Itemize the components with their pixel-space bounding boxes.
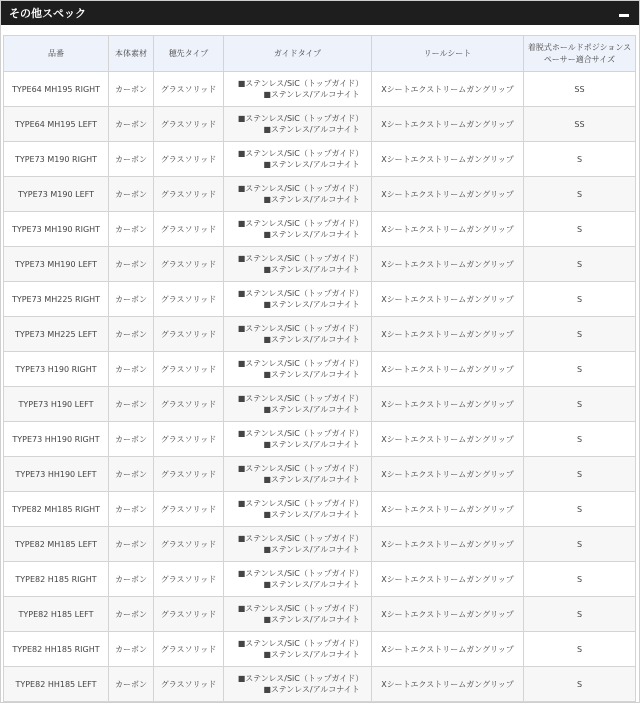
cell-material: カーボン bbox=[109, 107, 154, 142]
guide-line-1: ■ステンレス/SiC（トップガイド） bbox=[237, 674, 364, 683]
guide-line-2: ■ステンレス/アルコナイト bbox=[263, 580, 360, 589]
table-row bbox=[4, 107, 636, 142]
cell-reel-seat: Xシートエクストリームガングリップ bbox=[372, 457, 524, 492]
guide-line-1: ■ステンレス/SiC（トップガイド） bbox=[237, 639, 364, 648]
cell-model: TYPE82 H185 LEFT bbox=[4, 597, 109, 632]
cell-guide bbox=[224, 667, 372, 702]
cell-model: TYPE73 MH225 LEFT bbox=[4, 317, 109, 352]
guide-line-2: ■ステンレス/アルコナイト bbox=[263, 685, 360, 694]
cell-guide bbox=[224, 177, 372, 212]
cell-guide bbox=[224, 492, 372, 527]
cell-material: カーボン bbox=[109, 527, 154, 562]
guide-line-2: ■ステンレス/アルコナイト bbox=[263, 335, 360, 344]
cell-material: カーボン bbox=[109, 352, 154, 387]
cell-model: TYPE73 MH225 RIGHT bbox=[4, 282, 109, 317]
table-row bbox=[4, 317, 636, 352]
cell-spacer: S bbox=[524, 597, 636, 632]
cell-material: カーボン bbox=[109, 422, 154, 457]
cell-reel-seat: Xシートエクストリームガングリップ bbox=[372, 492, 524, 527]
cell-material: カーボン bbox=[109, 597, 154, 632]
cell-tip: グラスソリッド bbox=[154, 282, 224, 317]
cell-model: TYPE73 M190 RIGHT bbox=[4, 142, 109, 177]
guide-line-2: ■ステンレス/アルコナイト bbox=[263, 475, 360, 484]
cell-tip: グラスソリッド bbox=[154, 317, 224, 352]
cell-reel-seat: Xシートエクストリームガングリップ bbox=[372, 212, 524, 247]
table-row bbox=[4, 492, 636, 527]
guide-line-2: ■ステンレス/アルコナイト bbox=[263, 90, 360, 99]
cell-material: カーボン bbox=[109, 247, 154, 282]
cell-reel-seat: Xシートエクストリームガングリップ bbox=[372, 597, 524, 632]
cell-spacer: S bbox=[524, 352, 636, 387]
guide-line-1: ■ステンレス/SiC（トップガイド） bbox=[237, 464, 364, 473]
cell-model: TYPE82 H185 RIGHT bbox=[4, 562, 109, 597]
cell-material: カーボン bbox=[109, 177, 154, 212]
cell-model: TYPE73 MH190 LEFT bbox=[4, 247, 109, 282]
table-row bbox=[4, 177, 636, 212]
cell-guide bbox=[224, 457, 372, 492]
cell-guide bbox=[224, 422, 372, 457]
cell-model: TYPE73 M190 LEFT bbox=[4, 177, 109, 212]
cell-spacer: S bbox=[524, 177, 636, 212]
cell-tip: グラスソリッド bbox=[154, 597, 224, 632]
cell-material: カーボン bbox=[109, 562, 154, 597]
cell-model: TYPE73 H190 RIGHT bbox=[4, 352, 109, 387]
guide-line-1: ■ステンレス/SiC（トップガイド） bbox=[237, 254, 364, 263]
cell-guide bbox=[224, 562, 372, 597]
cell-spacer: S bbox=[524, 422, 636, 457]
guide-line-2: ■ステンレス/アルコナイト bbox=[263, 510, 360, 519]
cell-tip: グラスソリッド bbox=[154, 457, 224, 492]
table-row bbox=[4, 352, 636, 387]
cell-reel-seat: Xシートエクストリームガングリップ bbox=[372, 527, 524, 562]
section-title: その他スペック bbox=[9, 7, 86, 20]
table-row bbox=[4, 527, 636, 562]
guide-line-2: ■ステンレス/アルコナイト bbox=[263, 440, 360, 449]
cell-guide bbox=[224, 282, 372, 317]
header-guide: ガイドタイプ bbox=[224, 36, 372, 72]
cell-tip: グラスソリッド bbox=[154, 562, 224, 597]
cell-reel-seat: Xシートエクストリームガングリップ bbox=[372, 667, 524, 702]
header-tip: 穂先タイプ bbox=[154, 36, 224, 72]
cell-reel-seat: Xシートエクストリームガングリップ bbox=[372, 72, 524, 107]
cell-tip: グラスソリッド bbox=[154, 492, 224, 527]
cell-reel-seat: Xシートエクストリームガングリップ bbox=[372, 422, 524, 457]
cell-model: TYPE73 MH190 RIGHT bbox=[4, 212, 109, 247]
cell-model: TYPE82 MH185 LEFT bbox=[4, 527, 109, 562]
cell-spacer: SS bbox=[524, 72, 636, 107]
cell-spacer: S bbox=[524, 247, 636, 282]
cell-guide bbox=[224, 107, 372, 142]
cell-model: TYPE73 H190 LEFT bbox=[4, 387, 109, 422]
cell-material: カーボン bbox=[109, 667, 154, 702]
table-row bbox=[4, 562, 636, 597]
guide-line-1: ■ステンレス/SiC（トップガイド） bbox=[237, 219, 364, 228]
cell-tip: グラスソリッド bbox=[154, 632, 224, 667]
guide-line-1: ■ステンレス/SiC（トップガイド） bbox=[237, 149, 364, 158]
cell-spacer: S bbox=[524, 317, 636, 352]
cell-reel-seat: Xシートエクストリームガングリップ bbox=[372, 387, 524, 422]
cell-model: TYPE73 HH190 RIGHT bbox=[4, 422, 109, 457]
table-row bbox=[4, 667, 636, 702]
cell-material: カーボン bbox=[109, 457, 154, 492]
cell-model: TYPE82 HH185 RIGHT bbox=[4, 632, 109, 667]
table-row bbox=[4, 212, 636, 247]
cell-spacer: S bbox=[524, 562, 636, 597]
cell-tip: グラスソリッド bbox=[154, 247, 224, 282]
guide-line-1: ■ステンレス/SiC（トップガイド） bbox=[237, 289, 364, 298]
cell-spacer: SS bbox=[524, 107, 636, 142]
header-spacer: 着脱式ホールドポジションスペーサー適合サイズ bbox=[524, 36, 636, 72]
cell-spacer: S bbox=[524, 142, 636, 177]
cell-material: カーボン bbox=[109, 142, 154, 177]
spec-table bbox=[3, 35, 636, 702]
cell-model: TYPE64 MH195 RIGHT bbox=[4, 72, 109, 107]
guide-line-2: ■ステンレス/アルコナイト bbox=[263, 370, 360, 379]
table-row bbox=[4, 457, 636, 492]
cell-guide bbox=[224, 387, 372, 422]
cell-guide bbox=[224, 212, 372, 247]
guide-line-2: ■ステンレス/アルコナイト bbox=[263, 230, 360, 239]
guide-line-2: ■ステンレス/アルコナイト bbox=[263, 160, 360, 169]
cell-spacer: S bbox=[524, 282, 636, 317]
guide-line-2: ■ステンレス/アルコナイト bbox=[263, 300, 360, 309]
table-header-row bbox=[4, 36, 636, 72]
cell-tip: グラスソリッド bbox=[154, 107, 224, 142]
table-row bbox=[4, 247, 636, 282]
cell-tip: グラスソリッド bbox=[154, 142, 224, 177]
cell-material: カーボン bbox=[109, 72, 154, 107]
guide-line-1: ■ステンレス/SiC（トップガイド） bbox=[237, 359, 364, 368]
cell-spacer: S bbox=[524, 457, 636, 492]
cell-material: カーボン bbox=[109, 387, 154, 422]
section-header[interactable] bbox=[1, 1, 639, 25]
cell-reel-seat: Xシートエクストリームガングリップ bbox=[372, 352, 524, 387]
cell-guide bbox=[224, 352, 372, 387]
cell-reel-seat: Xシートエクストリームガングリップ bbox=[372, 317, 524, 352]
guide-line-1: ■ステンレス/SiC（トップガイド） bbox=[237, 534, 364, 543]
guide-line-1: ■ステンレス/SiC（トップガイド） bbox=[237, 604, 364, 613]
header-model: 品番 bbox=[4, 36, 109, 72]
cell-model: TYPE82 MH185 RIGHT bbox=[4, 492, 109, 527]
guide-line-1: ■ステンレス/SiC（トップガイド） bbox=[237, 429, 364, 438]
cell-reel-seat: Xシートエクストリームガングリップ bbox=[372, 562, 524, 597]
table-row bbox=[4, 387, 636, 422]
cell-guide bbox=[224, 72, 372, 107]
table-row bbox=[4, 632, 636, 667]
guide-line-1: ■ステンレス/SiC（トップガイド） bbox=[237, 114, 364, 123]
guide-line-2: ■ステンレス/アルコナイト bbox=[263, 265, 360, 274]
cell-tip: グラスソリッド bbox=[154, 177, 224, 212]
guide-line-2: ■ステンレス/アルコナイト bbox=[263, 195, 360, 204]
cell-material: カーボン bbox=[109, 317, 154, 352]
cell-reel-seat: Xシートエクストリームガングリップ bbox=[372, 142, 524, 177]
cell-reel-seat: Xシートエクストリームガングリップ bbox=[372, 107, 524, 142]
spec-table-wrap bbox=[1, 25, 639, 702]
cell-spacer: S bbox=[524, 527, 636, 562]
table-body bbox=[4, 72, 636, 702]
guide-line-2: ■ステンレス/アルコナイト bbox=[263, 125, 360, 134]
cell-reel-seat: Xシートエクストリームガングリップ bbox=[372, 282, 524, 317]
cell-tip: グラスソリッド bbox=[154, 387, 224, 422]
cell-guide bbox=[224, 142, 372, 177]
cell-tip: グラスソリッド bbox=[154, 212, 224, 247]
cell-spacer: S bbox=[524, 632, 636, 667]
cell-reel-seat: Xシートエクストリームガングリップ bbox=[372, 177, 524, 212]
cell-material: カーボン bbox=[109, 632, 154, 667]
cell-guide bbox=[224, 632, 372, 667]
cell-spacer: S bbox=[524, 492, 636, 527]
guide-line-2: ■ステンレス/アルコナイト bbox=[263, 545, 360, 554]
cell-guide bbox=[224, 527, 372, 562]
cell-model: TYPE64 MH195 LEFT bbox=[4, 107, 109, 142]
cell-model: TYPE73 HH190 LEFT bbox=[4, 457, 109, 492]
table-row bbox=[4, 282, 636, 317]
cell-spacer: S bbox=[524, 387, 636, 422]
guide-line-2: ■ステンレス/アルコナイト bbox=[263, 615, 360, 624]
cell-material: カーボン bbox=[109, 492, 154, 527]
cell-tip: グラスソリッド bbox=[154, 72, 224, 107]
collapse-icon[interactable] bbox=[619, 14, 629, 17]
cell-spacer: S bbox=[524, 212, 636, 247]
cell-material: カーボン bbox=[109, 212, 154, 247]
cell-tip: グラスソリッド bbox=[154, 667, 224, 702]
cell-reel-seat: Xシートエクストリームガングリップ bbox=[372, 247, 524, 282]
cell-spacer: S bbox=[524, 667, 636, 702]
table-row bbox=[4, 72, 636, 107]
guide-line-1: ■ステンレス/SiC（トップガイド） bbox=[237, 499, 364, 508]
guide-line-1: ■ステンレス/SiC（トップガイド） bbox=[237, 569, 364, 578]
guide-line-2: ■ステンレス/アルコナイト bbox=[263, 650, 360, 659]
cell-guide bbox=[224, 597, 372, 632]
header-material: 本体素材 bbox=[109, 36, 154, 72]
cell-reel-seat: Xシートエクストリームガングリップ bbox=[372, 632, 524, 667]
guide-line-1: ■ステンレス/SiC（トップガイド） bbox=[237, 79, 364, 88]
cell-tip: グラスソリッド bbox=[154, 527, 224, 562]
header-reel-seat: リールシート bbox=[372, 36, 524, 72]
cell-guide bbox=[224, 247, 372, 282]
guide-line-1: ■ステンレス/SiC（トップガイド） bbox=[237, 394, 364, 403]
cell-guide bbox=[224, 317, 372, 352]
guide-line-1: ■ステンレス/SiC（トップガイド） bbox=[237, 184, 364, 193]
guide-line-1: ■ステンレス/SiC（トップガイド） bbox=[237, 324, 364, 333]
cell-tip: グラスソリッド bbox=[154, 422, 224, 457]
guide-line-2: ■ステンレス/アルコナイト bbox=[263, 405, 360, 414]
cell-tip: グラスソリッド bbox=[154, 352, 224, 387]
table-row bbox=[4, 597, 636, 632]
table-row bbox=[4, 142, 636, 177]
cell-material: カーボン bbox=[109, 282, 154, 317]
table-row bbox=[4, 422, 636, 457]
cell-model: TYPE82 HH185 LEFT bbox=[4, 667, 109, 702]
